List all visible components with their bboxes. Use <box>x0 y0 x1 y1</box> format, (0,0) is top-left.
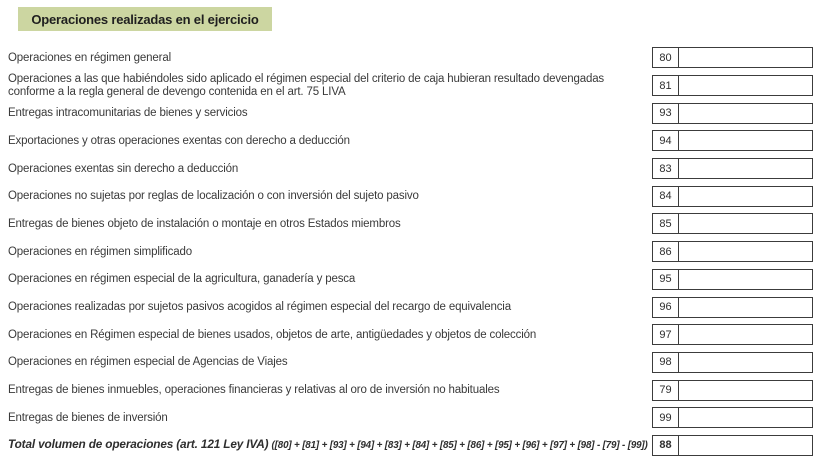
total-field-value-input[interactable] <box>679 436 812 455</box>
field-value-input[interactable] <box>679 214 812 233</box>
form-row <box>8 155 813 183</box>
row-label-cell <box>8 246 652 258</box>
total-field-box <box>652 435 813 456</box>
field-code: 84 <box>653 187 679 206</box>
form-row <box>8 404 813 432</box>
field-code: 93 <box>653 104 679 123</box>
row-label-cell <box>8 107 652 119</box>
field-box <box>652 380 813 401</box>
row-label-cell <box>8 73 652 98</box>
row-label-cell <box>8 190 652 202</box>
field-box <box>652 241 813 262</box>
field-code: 80 <box>653 48 679 67</box>
field-value-input[interactable] <box>679 353 812 372</box>
field-code: 83 <box>653 159 679 178</box>
field-value-input[interactable] <box>679 48 812 67</box>
field-value-input[interactable] <box>679 131 812 150</box>
row-label-cell <box>8 412 652 424</box>
row-label-cell <box>8 301 652 313</box>
row-label-text: Operaciones realizadas por sujetos pasivos acogidos al régimen especial del recargo de equivalencia <box>8 301 511 314</box>
row-label-text: Entregas de bienes objeto de instalación o montaje en otros Estados miembros <box>8 217 401 230</box>
field-box <box>652 269 813 290</box>
total-row <box>8 432 813 460</box>
field-value-input[interactable] <box>679 325 812 344</box>
form-row <box>8 293 813 321</box>
total-formula-text: ([80] + [81] + [93] + [94] + [83] + [84] + [85] + [86] + [95] + [96] + [97] + [98] - [79] - [99]) <box>271 440 648 452</box>
form-row <box>8 238 813 266</box>
row-label-cell <box>8 329 652 341</box>
field-value-input[interactable] <box>679 242 812 261</box>
field-box <box>652 158 813 179</box>
field-box <box>652 297 813 318</box>
field-value-input[interactable] <box>679 408 812 427</box>
row-label-cell <box>8 218 652 230</box>
row-label-cell <box>8 135 652 147</box>
row-label-text: Operaciones a las que habiéndoles sido aplicado el régimen especial del criterio de caja hubieran resultado devengadas conforme a la regla general de devengo contenida en el art. 75 LIVA <box>8 73 605 99</box>
field-code: 98 <box>653 353 679 372</box>
row-label-text: Operaciones en régimen especial de Agencias de Viajes <box>8 356 288 369</box>
row-label-text: Operaciones en régimen general <box>8 51 171 64</box>
form-row <box>8 321 813 349</box>
field-code: 96 <box>653 298 679 317</box>
row-label-cell <box>8 384 652 396</box>
section-title: Operaciones realizadas en el ejercicio <box>31 11 259 27</box>
form-row <box>8 44 813 72</box>
row-label-cell <box>8 356 652 368</box>
field-box <box>652 213 813 234</box>
form-row <box>8 99 813 127</box>
field-box <box>652 75 813 96</box>
total-label-text: Total volumen de operaciones (art. 121 Ley IVA) <box>8 438 272 452</box>
field-box <box>652 352 813 373</box>
field-code: 86 <box>653 242 679 261</box>
form-row <box>8 72 813 100</box>
row-label-text: Entregas intracomunitarias de bienes y servicios <box>8 107 248 120</box>
form-rows <box>8 44 813 459</box>
field-code: 81 <box>653 76 679 95</box>
field-box <box>652 324 813 345</box>
row-label-cell <box>8 52 652 64</box>
form-row <box>8 127 813 155</box>
row-label-text: Entregas de bienes de inversión <box>8 411 168 424</box>
field-value-input[interactable] <box>679 270 812 289</box>
operation-rows <box>8 44 813 432</box>
row-label-text: Operaciones en Régimen especial de bienes usados, objetos de arte, antigüedades y objetos de colección <box>8 328 537 341</box>
form-row <box>8 266 813 294</box>
field-value-input[interactable] <box>679 159 812 178</box>
field-box <box>652 47 813 68</box>
row-label-text: Operaciones no sujetas por reglas de localización o con inversión del sujeto pasivo <box>8 190 419 203</box>
section-header <box>18 7 272 31</box>
field-code: 95 <box>653 270 679 289</box>
row-label-cell <box>8 163 652 175</box>
field-code: 85 <box>653 214 679 233</box>
field-box <box>652 103 813 124</box>
field-box <box>652 186 813 207</box>
row-label-text: Entregas de bienes inmuebles, operaciones financieras y relativas al oro de inversión no habituales <box>8 384 500 397</box>
row-label-text: Operaciones en régimen simplificado <box>8 245 192 258</box>
row-label-text: Operaciones exentas sin derecho a deducción <box>8 162 239 175</box>
field-code: 94 <box>653 131 679 150</box>
field-value-input[interactable] <box>679 381 812 400</box>
field-code: 97 <box>653 325 679 344</box>
field-value-input[interactable] <box>679 104 812 123</box>
row-label-text: Operaciones en régimen especial de la agricultura, ganadería y pesca <box>8 273 356 286</box>
form-row <box>8 376 813 404</box>
field-value-input[interactable] <box>679 187 812 206</box>
form-row <box>8 182 813 210</box>
field-code: 99 <box>653 408 679 427</box>
row-label-text: Exportaciones y otras operaciones exentas con derecho a deducción <box>8 134 350 147</box>
field-value-input[interactable] <box>679 298 812 317</box>
total-label-cell <box>8 438 652 452</box>
form-row <box>8 349 813 377</box>
field-value-input[interactable] <box>679 76 812 95</box>
total-field-code: 88 <box>653 436 679 455</box>
row-label-cell <box>8 273 652 285</box>
field-box <box>652 407 813 428</box>
form-row <box>8 210 813 238</box>
field-code: 79 <box>653 381 679 400</box>
field-box <box>652 130 813 151</box>
